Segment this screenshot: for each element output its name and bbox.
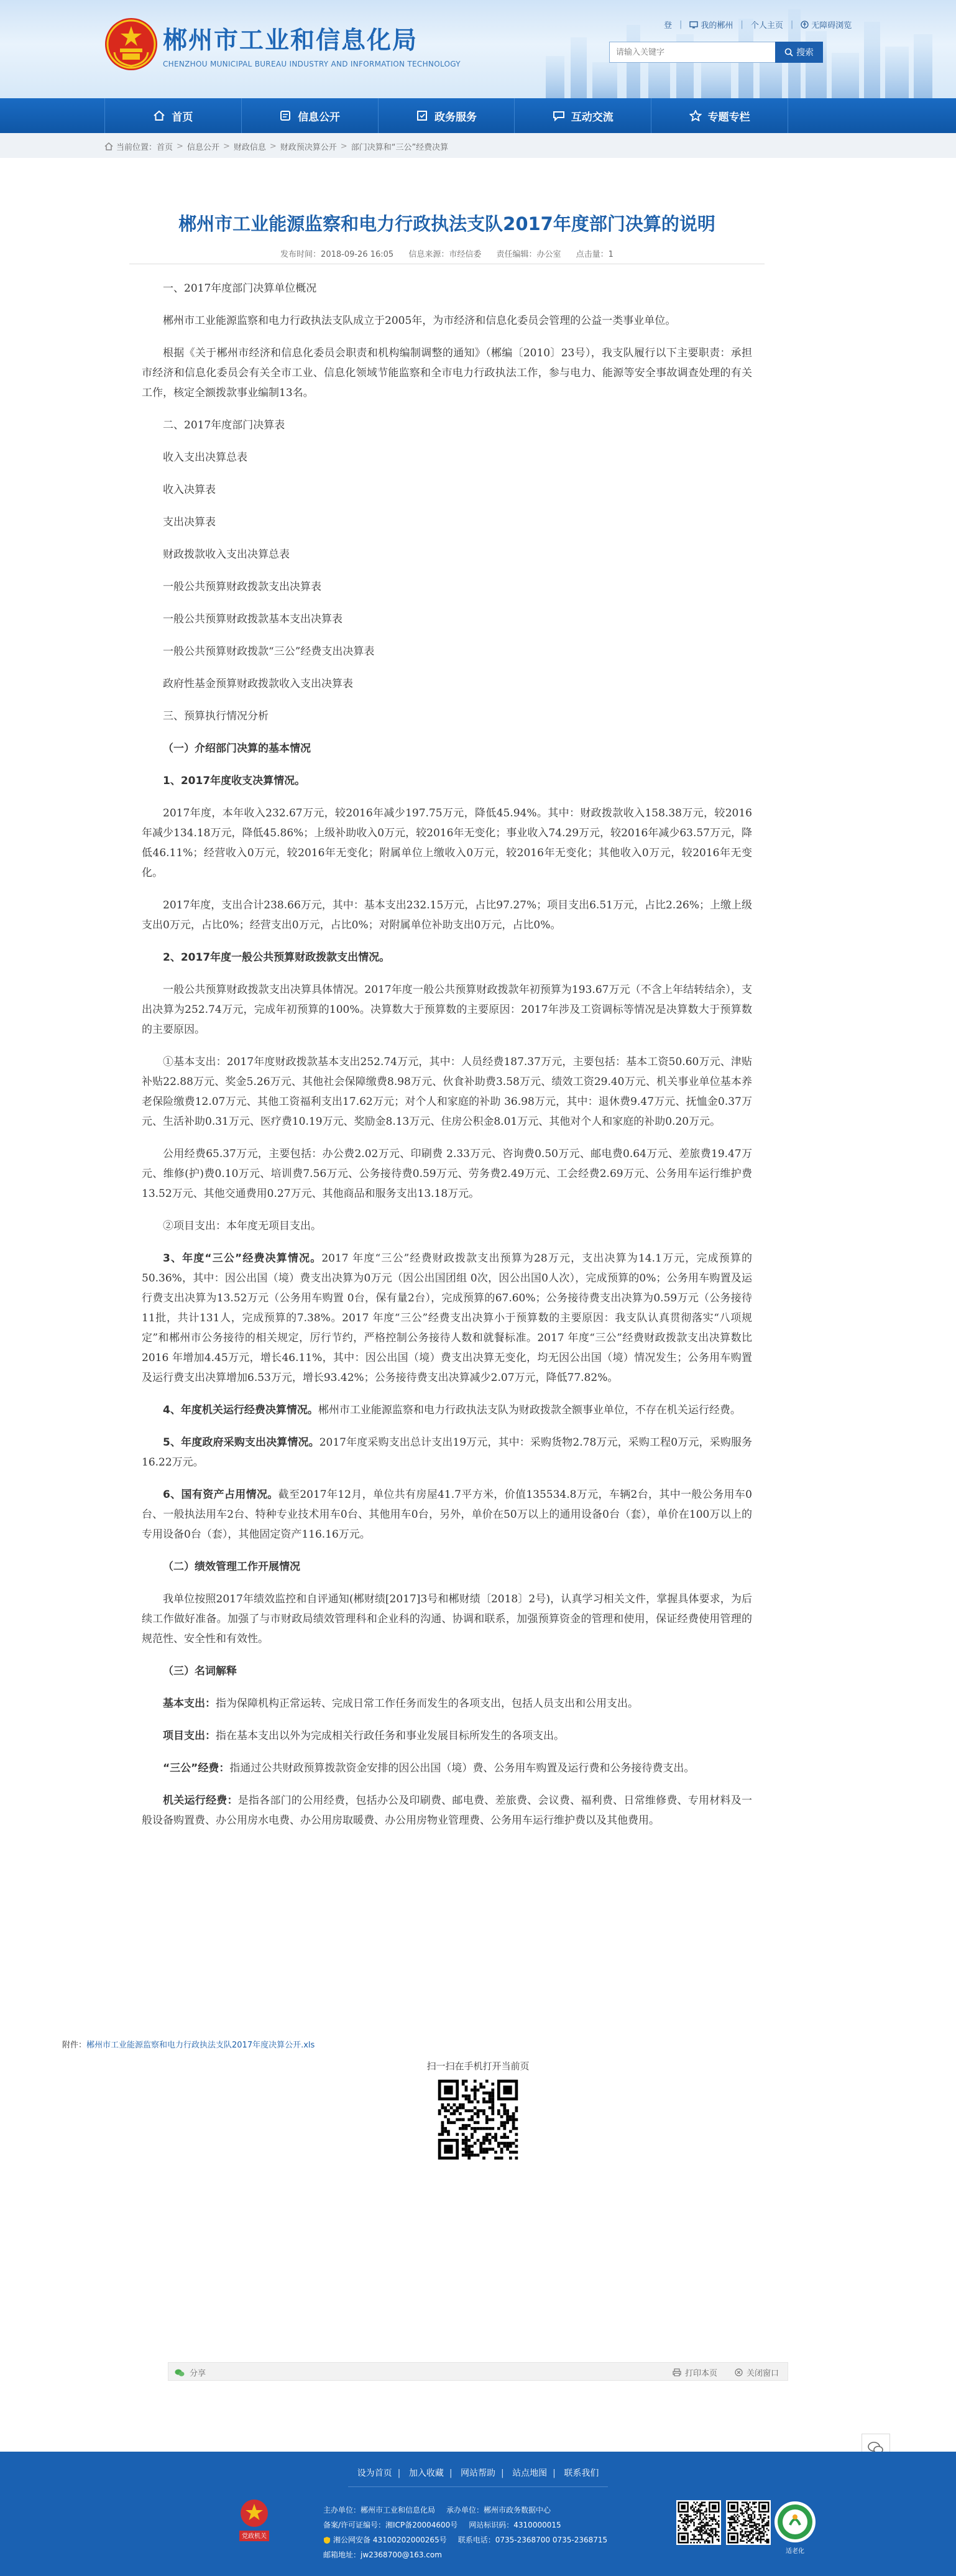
separator: | — [449, 2468, 453, 2478]
qr-caption: 扫一扫在手机打开当前页 — [426, 2061, 530, 2072]
footer-qr-code — [676, 2500, 721, 2545]
attachment — [62, 2038, 315, 2050]
breadcrumb-separator: > — [269, 142, 277, 151]
paragraph-text: 收入支出决算总表 — [163, 451, 247, 464]
article-paragraph — [142, 480, 752, 500]
footer-link-sitemap[interactable]: 站点地图 — [512, 2468, 548, 2478]
paragraph-text: 一般公共预算财政拨款“三公”经费支出决算表 — [163, 645, 375, 658]
article-body — [142, 279, 752, 1843]
breadcrumb-separator: > — [223, 142, 230, 151]
close-window-button[interactable] — [735, 2366, 779, 2378]
info-icon — [279, 110, 292, 121]
paragraph-text: 2017年度，支出合计238.66万元，其中：基本支出232.15万元，占比97.27%；项目支出6.51万元，占比2.26%；上缴上级支出0万元，占比0%；经营支出0万元，占比0%；对附属单位补助支出0万元，占比0%。 — [142, 899, 752, 931]
paragraph-text: （三）名词解释 — [163, 1665, 237, 1678]
article-paragraph — [142, 343, 752, 403]
article-paragraph — [142, 1589, 752, 1649]
article-paragraph — [142, 577, 752, 597]
paragraph-text: 指通过公共财政预算拨款资金安排的因公出国（境）费、公务用车购置及运行费和公务接待费支出。 — [229, 1762, 695, 1775]
site-subtitle: CHENZHOU MUNICIPAL BUREAU INDUSTRY AND INFORMATION TECHNOLOGY — [163, 60, 461, 68]
main-nav — [0, 98, 956, 133]
paragraph-text: 截至2017年12月，单位共有房屋41.7平方米，价值135534.8万元，车辆2台，其中一般公务用车0台、一般执法用车2台、特种专业技术用车0台、其他用车0台，另外，单价在50万以上的通用设备0台（套），单价在100万以上的专用设备0台（套），其他固定资产116.16万元。 — [142, 1489, 752, 1541]
article-paragraph — [142, 415, 752, 435]
article-paragraph — [142, 1400, 752, 1420]
search-button[interactable] — [775, 42, 823, 63]
site-title: 郴州市工业和信息化局 — [163, 27, 418, 55]
article-paragraph — [142, 1216, 752, 1236]
breadcrumb-item[interactable]: 部门决算和“三公”经费决算 — [351, 143, 449, 152]
article-paragraph — [142, 1052, 752, 1132]
paragraph-text: 2017年度，本年收入232.67万元，较2016年减少197.75万元，降低45.94%。其中：财政拨款收入158.38万元，较2016年减少134.18万元，降低45.86%；上级补助收入0万元，较2016年无变化；事业收入74.29万元，较2016年减少63.57万元，降低46.11%；经营收入0万元，较2016年无变化；附属单位上缴收入0万元，较2016年无变化；其他收入0万元，较2016年无变化。 — [142, 807, 752, 879]
paragraph-text: 一般公共预算财政拨款支出决算具体情况。2017年度一般公共预算财政拨款年初预算为193.67万元（不含上年结转结余），支出决算为252.74万元，完成年初预算的100%。决算数大于预算数的主要原因：2017年涉及工资调标等情况是决算数大于预算数的主要原因。 — [142, 984, 752, 1036]
site-header — [0, 0, 956, 98]
article-paragraph — [142, 948, 752, 967]
separator: | — [679, 20, 683, 29]
paragraph-text: （二）绩效管理工作开展情况 — [163, 1561, 300, 1573]
breadcrumb-prefix: 当前位置： — [116, 143, 157, 152]
paragraph-text: 一、2017年度部门决算单位概况 — [163, 282, 317, 295]
article-paragraph — [142, 311, 752, 331]
paragraph-lead: 3、年度“三公”经费决算情况。 — [163, 1252, 322, 1265]
top-links — [664, 19, 852, 30]
footer-police-record[interactable]: 湘公网安备 43100202000265号 — [333, 2536, 447, 2544]
view-count: 点击量：1 — [576, 250, 614, 259]
search-input[interactable] — [609, 42, 775, 63]
paragraph-text: 指在基本支出以外为完成相关行政任务和事业发展目标所发生的各项支出。 — [216, 1730, 564, 1742]
search-button-label: 搜索 — [796, 48, 814, 58]
footer-icp[interactable]: 备案/许可证编号：湘ICP备20004600号 — [323, 2521, 458, 2529]
article-paragraph — [142, 980, 752, 1040]
breadcrumb-item[interactable]: 信息公开 — [186, 143, 219, 152]
nav-label: 信息公开 — [298, 111, 341, 124]
service-icon — [416, 110, 428, 121]
breadcrumb — [104, 141, 448, 152]
paragraph-text: （一）介绍部门决算的基本情况 — [163, 742, 311, 755]
paragraph-lead: “三公”经费： — [163, 1762, 230, 1775]
topic-icon — [689, 110, 702, 121]
paragraph-text: 财政拨款收入支出决算总表 — [163, 548, 290, 561]
wechat-icon[interactable] — [175, 2368, 185, 2377]
article-paragraph — [142, 1726, 752, 1746]
article-paragraph — [142, 1694, 752, 1714]
paragraph-text: 1、2017年度收支决算情况。 — [163, 775, 306, 787]
article-paragraph — [142, 1433, 752, 1472]
nav-interaction[interactable] — [515, 98, 651, 133]
nav-topics[interactable] — [651, 98, 788, 133]
article-paragraph — [142, 448, 752, 468]
paragraph-text: 根据《关于郴州市经济和信息化委员会职责和机构编制调整的通知》（郴编〔2010〕23号），我支队履行以下主要职责：承担市经济和信息化委员会有关全市工业、信息化领域节能监察和全市电力行政执法工作，参与电力、能源等安全事故调查处理的有关工作，核定全额拨款事业编制13名。 — [142, 347, 752, 399]
personal-home-link[interactable] — [751, 19, 783, 30]
nav-label: 专题专栏 — [707, 111, 750, 124]
close-label: 关闭窗口 — [746, 2369, 779, 2378]
paragraph-lead: 4、年度机关运行经费决算情况。 — [163, 1404, 318, 1416]
footer-site-id: 网站标识码：4310000015 — [469, 2521, 561, 2529]
paragraph-text: 郴州市工业能源监察和电力行政执法支队成立于2005年，为市经济和信息化委员会管理的公益一类事业单位。 — [163, 315, 676, 327]
accessibility-link[interactable] — [801, 19, 852, 30]
article-paragraph — [142, 895, 752, 935]
article-paragraph — [142, 1485, 752, 1544]
home-icon — [104, 142, 113, 150]
nav-label: 互动交流 — [571, 111, 614, 124]
breadcrumb-separator: > — [340, 142, 347, 151]
article-paragraph — [142, 279, 752, 298]
article-paragraph — [142, 609, 752, 629]
footer-link-help[interactable]: 网站帮助 — [461, 2468, 495, 2478]
elderly-friendly-icon[interactable] — [773, 2500, 817, 2544]
close-icon — [735, 2368, 743, 2376]
attachment-link[interactable]: 郴州市工业能源监察和电力行政执法支队2017年度决算公开.xls — [86, 2041, 315, 2050]
article-paragraph — [142, 706, 752, 726]
footer-phone: 联系电话：0735-2368700 0735-2368715 — [457, 2536, 608, 2544]
article-paragraph — [142, 674, 752, 694]
elderly-label: 适老化 — [786, 2548, 804, 2555]
article-paragraph — [142, 1661, 752, 1681]
paragraph-text: ②项目支出：本年度无项目支出。 — [163, 1220, 321, 1232]
footer-organizer: 承办单位：郴州市政务数据中心 — [446, 2506, 551, 2514]
login-link[interactable] — [664, 19, 672, 30]
search-icon — [784, 48, 793, 57]
paragraph-lead: 6、国有资产占用情况。 — [163, 1489, 278, 1501]
paragraph-text: 我单位按照2017年绩效监控和自评通知(郴财绩[2017]3号和郴财绩〔2018〕2号)，认真学习相关文件，掌握具体要求，为后续工作做好准备。加强了与市财政局绩效管理科和企业科的沟通、协调和联系，加强预算资金的管理和使用，保证经费使用管理的规范性、安全性和有效性。 — [142, 1593, 752, 1645]
paragraph-text: 支出决算表 — [163, 516, 216, 529]
paragraph-text: 2、2017年度一般公共预算财政拨款支出情况。 — [163, 951, 390, 964]
editor: 责任编辑：办公室 — [496, 250, 561, 259]
publish-time: 发布时间：2018-09-26 16:05 — [280, 250, 394, 259]
article-paragraph — [142, 1791, 752, 1830]
top-link-label: 我的郴州 — [701, 21, 733, 30]
footer-link-set-home[interactable]: 设为首页 — [357, 2468, 392, 2478]
page-qr-code — [435, 2077, 521, 2163]
paragraph-text: 公用经费65.37万元，主要包括：办公费2.02万元、印刷费 2.33万元、咨询费0.50万元、邮电费0.64万元、差旅费19.47万元、维修(护)费0.10万元、培训费7.56万元、公务接待费0.59万元、劳务费2.49万元、工会经费2.69万元、公务用车运行维护费13.52万元、其他交通费用0.27万元、其他商品和服务支出13.18万元。 — [142, 1148, 752, 1200]
police-badge-icon — [323, 2536, 331, 2544]
accessibility-icon — [801, 21, 809, 29]
article-paragraph — [142, 1758, 752, 1778]
monitor-icon — [689, 21, 698, 29]
footer-divider — [348, 2486, 608, 2487]
home-icon — [153, 110, 165, 121]
paragraph-lead: 5、年度政府采购支出决算情况。 — [163, 1436, 319, 1449]
paragraph-text: ①基本支出：2017年度财政拨款基本支出252.74万元，其中：人员经费187.37万元，主要包括：基本工资50.60万元、津贴补贴22.88万元、奖金5.26万元、其他社会保障缴费8.98万元、伙食补助费3.58万元、绩效工资29.40万元、机关事业单位基本养老保险缴费12.07万元、其他工资福利支出17.62万元；对个人和家庭的补助 36.98万元，其中：退休费9.47万元、抚恤金0.37万元、生活补助0.31万元、医疗费10.19万元、奖励金8.13万元、住房公积金8.01万元、其他对个人和家庭的补助0.20万元。 — [142, 1056, 752, 1128]
print-button[interactable] — [673, 2366, 717, 2378]
article-title: 郴州市工业能源监察和电力行政执法支队2017年度部门决算的说明 — [178, 213, 715, 234]
separator: | — [397, 2468, 401, 2478]
article-paragraph — [142, 1557, 752, 1577]
paragraph-lead: 项目支出： — [163, 1730, 216, 1742]
print-label: 打印本页 — [684, 2369, 717, 2378]
paragraph-text: 收入决算表 — [163, 484, 216, 496]
article-paragraph — [142, 642, 752, 662]
footer-qr-code — [726, 2500, 771, 2545]
footer-link-favorite[interactable]: 加入收藏 — [408, 2468, 444, 2478]
nav-info-public[interactable] — [242, 98, 379, 133]
national-emblem-icon — [103, 16, 159, 72]
footer-links — [0, 2467, 956, 2479]
top-link-label: 个人主页 — [750, 21, 783, 30]
paragraph-text: 2017 年度“三公”经费财政拨款支出预算为28万元，支出决算为14.1万元，完成预算的50.36%，其中：因公出国（境）费支出决算为0万元（因公出国团组 0次，因公出国0人次），完成预算的0%；公务用车购置及运行费支出决算为13.52万元（公务用车购置 0台，保有量2台），完成预算的67.60%；公务接待费支出决算为0.59万元（公务接待11批，共计131人，完成预算的7.38%。2017 年度“三公”经费支出决算小于预算数的主要原因：我支队认真贯彻落实“八项规定”和郴州市公务接待的相关规定，厉行节约，严格控制公务接待人数和就餐标准。2017 年度“三公”经费财政拨款支出决算数比2016 年增加4.45万元，增长46.11%，其中：因公出国（境）费支出决算无变化，均无因公出国（境）情况发生；公务用车购置及运行费支出决算增加6.53万元，增长93.42%；公务接待费支出决算减少2.07万元，降低77.82%。 — [142, 1252, 752, 1384]
site-footer — [0, 2452, 956, 2576]
breadcrumb-bar — [0, 133, 956, 158]
separator: | — [501, 2468, 504, 2478]
info-source: 信息来源：市经信委 — [408, 250, 482, 259]
paragraph-text: 指为保障机构正常运转、完成日常工作任务而发生的各项支出，包括人员支出和公用支出。 — [216, 1697, 638, 1710]
article-paragraph — [142, 512, 752, 532]
breadcrumb-separator: > — [177, 142, 183, 151]
article-paragraph — [142, 771, 752, 791]
breadcrumb-item[interactable]: 财政预决算公开 — [280, 143, 337, 152]
printer-icon — [673, 2368, 681, 2376]
nav-label: 首页 — [172, 111, 193, 124]
footer-host: 主办单位：郴州市工业和信息化局 — [323, 2506, 436, 2514]
article-paragraph — [142, 545, 752, 565]
breadcrumb-item[interactable]: 首页 — [157, 143, 173, 152]
nav-label: 政务服务 — [434, 111, 477, 124]
separator: | — [790, 20, 794, 29]
top-link-label: 无障碍浏览 — [811, 21, 852, 30]
paragraph-text: 一般公共预算财政拨款支出决算表 — [163, 581, 321, 593]
paragraph-text: 二、2017年度部门决算表 — [163, 419, 285, 432]
chat-icon — [553, 110, 565, 121]
footer-email: 邮箱地址：jw2368700@163.com — [323, 2551, 442, 2559]
nav-home[interactable] — [104, 98, 242, 133]
share-label: 分享 — [190, 2369, 206, 2378]
footer-link-contact[interactable]: 联系我们 — [564, 2468, 599, 2478]
paragraph-text: 三、预算执行情况分析 — [163, 710, 269, 722]
article-meta — [104, 247, 789, 259]
paragraph-text: 一般公共预算财政拨款基本支出决算表 — [163, 613, 342, 626]
paragraph-text: 是指各部门的公用经费，包括办公及印刷费、邮电费、差旅费、会议费、福利费、日常维修费、专用材料及一般设备购置费、办公用房水电费、办公用房取暖费、办公用房物业管理费、公务用车运行维护费以及其他费用。 — [142, 1794, 753, 1827]
article-paragraph — [142, 1144, 752, 1204]
breadcrumb-item[interactable]: 财政信息 — [233, 143, 266, 152]
article-paragraph — [142, 739, 752, 759]
attachment-label: 附件： — [62, 2041, 87, 2050]
article-paragraph — [142, 803, 752, 883]
paragraph-text: 郴州市工业能源监察和电力行政执法支队为财政拨款全额事业单位，不存在机关运行经费。 — [318, 1404, 741, 1416]
footer-info — [323, 2503, 607, 2562]
badge-label: 党政机关 — [242, 2533, 267, 2540]
paragraph-text: 政府性基金预算财政拨款收入支出决算表 — [163, 678, 353, 690]
my-chenzhou-link[interactable] — [689, 19, 733, 30]
nav-gov-service[interactable] — [379, 98, 515, 133]
paragraph-lead: 机关运行经费： — [163, 1794, 238, 1807]
paragraph-text: 2017年度采购支出总计支出19万元，其中：采购货物2.78万元，采购工程0万元，采购服务16.22万元。 — [142, 1436, 752, 1469]
separator: | — [740, 20, 743, 29]
separator: | — [553, 2468, 556, 2478]
article-paragraph — [142, 1249, 752, 1388]
search-bar — [609, 42, 823, 63]
top-link-label: 登 — [664, 21, 673, 30]
article-toolbar — [168, 2362, 788, 2381]
paragraph-lead: 基本支出： — [163, 1697, 216, 1710]
